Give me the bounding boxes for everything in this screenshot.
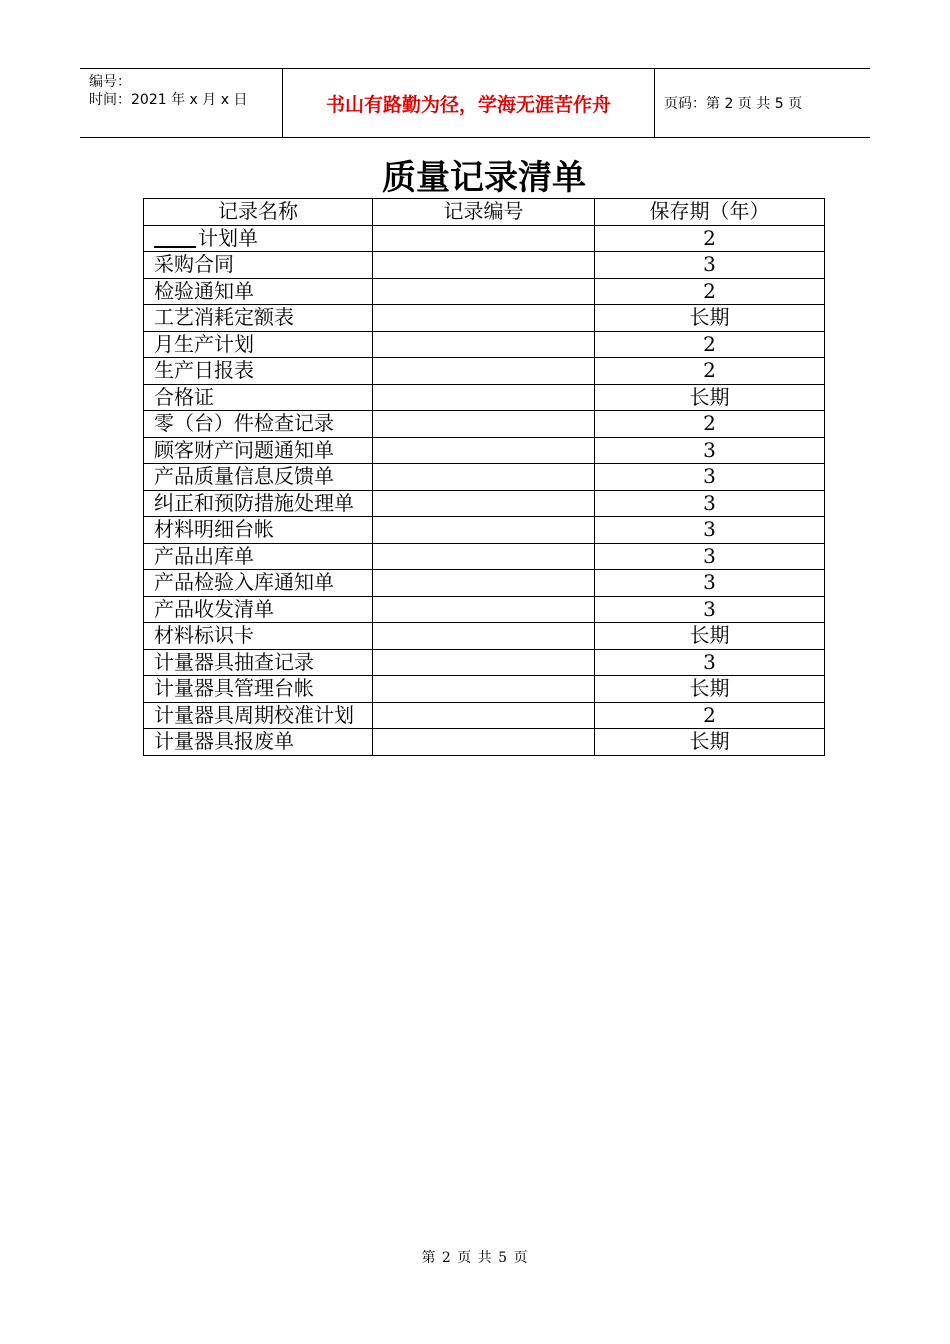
records-table (143, 198, 825, 756)
record-name-cell (144, 411, 373, 438)
record-name: 合格证 (154, 384, 214, 409)
record-code-cell (373, 517, 595, 544)
record-name-cell (144, 729, 373, 756)
table-header-row (144, 199, 825, 226)
record-code-cell (373, 225, 595, 252)
record-name: 月生产计划 (154, 331, 254, 356)
record-name: 计划单 (198, 225, 258, 250)
record-name: 零（台）件检查记录 (154, 411, 334, 435)
record-name: 生产日报表 (154, 358, 254, 382)
page-footer: 第 2 页 共 5 页 (421, 1250, 529, 1266)
record-name-cell (144, 358, 373, 385)
record-code-cell (373, 358, 595, 385)
table-row (144, 649, 825, 676)
table-row (144, 490, 825, 517)
table-row (144, 411, 825, 438)
table-row (144, 729, 825, 756)
header-meta (80, 69, 282, 137)
record-code-cell (373, 278, 595, 305)
record-code-cell (373, 729, 595, 756)
record-name: 计量器具抽查记录 (154, 649, 314, 674)
record-period-cell: 2 (595, 331, 825, 358)
record-name: 工艺消耗定额表 (154, 305, 294, 329)
record-period-cell: 长期 (595, 729, 825, 756)
record-name-cell (144, 331, 373, 358)
record-code-cell (373, 596, 595, 623)
record-period-cell: 长期 (595, 676, 825, 703)
record-code-cell (373, 490, 595, 517)
header-page-label: 页码：第 2 页 共 5 页 (664, 96, 803, 112)
record-period-cell: 3 (595, 517, 825, 544)
record-name-cell (144, 305, 373, 332)
table-row (144, 358, 825, 385)
record-name: 材料标识卡 (154, 623, 254, 647)
record-name-cell (144, 543, 373, 570)
record-name: 计量器具管理台帐 (154, 676, 314, 700)
table-row (144, 676, 825, 703)
record-period-cell: 长期 (595, 384, 825, 411)
record-period-cell: 2 (595, 225, 825, 252)
record-name-cell (144, 570, 373, 597)
fill-in-blank (154, 226, 196, 248)
record-name: 纠正和预防措施处理单 (154, 490, 354, 515)
record-period-cell: 3 (595, 596, 825, 623)
record-period-cell: 2 (595, 411, 825, 438)
record-code-cell (373, 464, 595, 491)
document-title: 质量记录清单 (382, 158, 586, 198)
document-time-label: 时间：2021 年 x 月 x 日 (89, 92, 248, 108)
column-header-name: 记录名称 (144, 199, 373, 226)
record-name-cell (144, 702, 373, 729)
record-code-cell (373, 676, 595, 703)
record-name: 产品收发清单 (154, 596, 274, 621)
record-name: 材料明细台帐 (154, 517, 274, 541)
record-period-cell: 3 (595, 464, 825, 491)
table-row (144, 437, 825, 464)
record-period-cell: 2 (595, 278, 825, 305)
table-row (144, 225, 825, 252)
table-row (144, 252, 825, 279)
column-header-code: 记录编号 (373, 199, 595, 226)
column-header-period: 保存期（年） (595, 199, 825, 226)
table-row (144, 596, 825, 623)
record-name-cell (144, 490, 373, 517)
table-row (144, 623, 825, 650)
record-period-cell: 3 (595, 570, 825, 597)
record-name-cell (144, 384, 373, 411)
record-name-cell (144, 517, 373, 544)
record-name-cell (144, 225, 373, 252)
record-period-cell: 2 (595, 358, 825, 385)
record-name-cell (144, 623, 373, 650)
record-name: 产品检验入库通知单 (154, 570, 334, 594)
record-code-cell (373, 649, 595, 676)
record-name: 产品出库单 (154, 543, 254, 568)
record-name: 检验通知单 (154, 278, 254, 303)
table-row (144, 702, 825, 729)
table-row (144, 278, 825, 305)
record-code-cell (373, 623, 595, 650)
record-code-cell (373, 570, 595, 597)
record-name-cell (144, 437, 373, 464)
page-header (80, 68, 870, 138)
record-code-cell (373, 702, 595, 729)
record-name: 计量器具周期校准计划 (154, 702, 354, 727)
records-body (144, 225, 825, 755)
table-row (144, 570, 825, 597)
table-row (144, 331, 825, 358)
table-row (144, 543, 825, 570)
record-period-cell: 3 (595, 543, 825, 570)
record-name-cell (144, 464, 373, 491)
record-period-cell: 3 (595, 490, 825, 517)
record-name-cell (144, 596, 373, 623)
record-period-cell: 2 (595, 702, 825, 729)
record-code-cell (373, 437, 595, 464)
table-row (144, 305, 825, 332)
record-code-cell (373, 411, 595, 438)
record-name-cell (144, 649, 373, 676)
record-name-cell (144, 278, 373, 305)
record-name: 顾客财产问题通知单 (154, 437, 334, 462)
record-code-cell (373, 331, 595, 358)
record-period-cell: 长期 (595, 623, 825, 650)
header-motto: 书山有路勤为径，学海无涯苦作舟 (282, 69, 655, 137)
record-name: 计量器具报废单 (154, 729, 294, 753)
table-row (144, 517, 825, 544)
table-row (144, 384, 825, 411)
record-name-cell (144, 252, 373, 279)
record-period-cell: 3 (595, 437, 825, 464)
record-code-cell (373, 543, 595, 570)
record-name: 采购合同 (154, 252, 234, 276)
record-name: 产品质量信息反馈单 (154, 464, 334, 488)
record-period-cell: 3 (595, 649, 825, 676)
record-name-cell (144, 676, 373, 703)
record-code-cell (373, 252, 595, 279)
record-period-cell: 3 (595, 252, 825, 279)
record-code-cell (373, 384, 595, 411)
record-period-cell: 长期 (595, 305, 825, 332)
document-number-label: 编号： (89, 74, 131, 90)
table-row (144, 464, 825, 491)
record-code-cell (373, 305, 595, 332)
